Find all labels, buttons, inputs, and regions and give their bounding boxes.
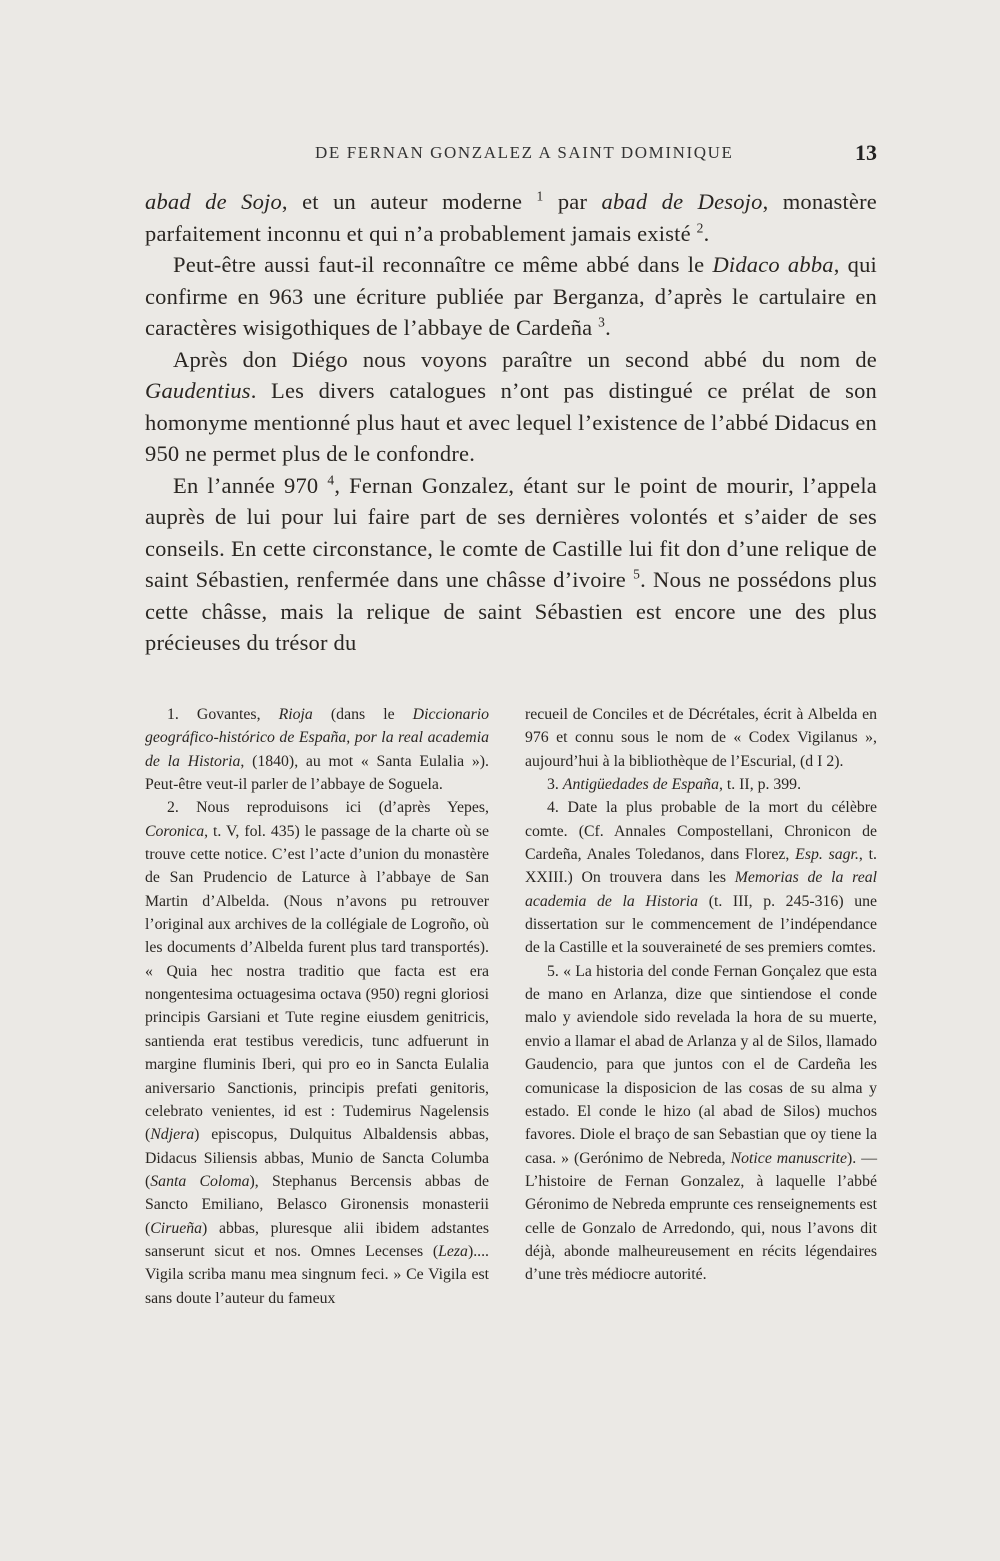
footnote-4: 4. Date la plus probable de la mort du célèbre comte. (Cf. Annales Compostellani, Chronicon de Cardeña, Anales Toledanos, dans Florez, Esp. sagr., t. XXIII.) On trouvera dans les Memorias de la real academia de la Historia (t. III, p. 245-316) une dissertation sur le commencement de l’indépendance de la Castille et la souveraineté de ses premiers comtes. bbox=[525, 799, 877, 957]
footnotes-right-column bbox=[525, 703, 877, 1287]
page-number: 13 bbox=[855, 140, 877, 165]
main-paragraph-3: Après don Diégo nous voyons paraître un second abbé du nom de Gaudentius. Les divers catalogues n’ont pas distingué ce prélat de son homonyme mentionné plus haut et avec lequel l’existence de l’abbé Didacus en 950 ne permet plus de le confondre. bbox=[145, 346, 877, 466]
footnote-5: 5. « La historia del conde Fernan Gonçalez que esta de mano en Arlanza, dize que sintiendose el conde malo y aviendole sido revelada la hora de su muerte, envio a llamar el abad de Arlanza y al de Silos, llamado Gaudencio, para que juntos con el de Cardeña les comunicase la disposicion de las cosas de su alma y estado. El conde le hizo (al abad de Silos) muchos favores. Diole el braço de san Sebastian que oy tiene la casa. » (Gerónimo de Nebreda, Notice manuscrite). — L’histoire de Fernan Gonzalez, à laquelle l’abbé Géronimo de Nebreda emprunte ces renseignements est celle de Gonzalo de Arredondo, qui, nous l’avons dit déjà, abonde malheureusement en récits légendaires d’une très médiocre autorité. bbox=[525, 962, 877, 1284]
main-paragraph-1: abad de Sojo, et un auteur moderne $^1$ par abad de Desojo, monastère parfaitement inconnu et qui n’a probablement jamais existé $^2$. bbox=[145, 188, 877, 246]
footnote-2: 2. Nous reproduisons ici (d’après Yepes, Coronica, t. V, fol. 435) le passage de la charte où se trouve cette notice. C’est l’acte d’union du monastère de San Prudencio de Laturce à l’abbaye de San Martin d’Albelda. (Nous n’avons pu retrouver l’original aux archives de la collégiale de Logroño, où les documents d’Albelda furent plus tard transportés). « Quia hec nostra traditio que facta est era nongentesima octuagesima octava (950) regni gloriosi principis Garsiani et Tute regine eiusdem genitricis, santienda erat testibus veredicis, tunc adfuerunt in margine fluminis Iberi, qui pro eo in Sancta Eulalia aniversario Sanctionis, principis prefati genitoris, celebrato venientes, id est : Tudemirus Nagelensis (Ndjera) episcopus, Dulquitus Albaldensis abbas, Didacus Siliensis abbas, Munio de Sancta Columba (Santa Coloma), Stephanus Bercensis abbas de Sancto Emiliano, Belasco Gironensis monasterii (Cirueña) abbas, pluresque alii ibidem adstantes sanserunt sicut et nos. Omnes Lecenses (Leza).... Vigila scriba manu mea singnum feci. » Ce Vigila est sans doute l’auteur du fameux bbox=[145, 799, 489, 1307]
footnotes-left-column bbox=[145, 703, 489, 1310]
main-paragraph-2: Peut-être aussi faut-il reconnaître ce même abbé dans le Didaco abba, qui confirme en 963 une écriture publiée par Berganza, d’après le cartulaire en caractères wisigothiques de l’abbaye de Cardeña $^3$. bbox=[145, 252, 877, 340]
footnote-2-continued: recueil de Conciles et de Décrétales, écrit à Albelda en 976 et connu sous le nom de « Codex Vigilanus », aujourd’hui à la bibliothèque de l’Escurial, (d I 2). bbox=[525, 706, 877, 770]
main-text bbox=[145, 186, 877, 659]
running-head bbox=[145, 140, 877, 169]
running-head-title: DE FERNAN GONZALEZ A SAINT DOMINIQUE bbox=[315, 143, 734, 162]
main-paragraph-4: En l’année 970 $^4$, Fernan Gonzalez, étant sur le point de mourir, l’appela auprès de lui pour lui faire part de ses dernières volontés et s’aider de ses conseils. En cette circonstance, le comte de Castille lui fit don d’une relique de saint Sébastien, renfermée dans une châsse d’ivoire $^5$. Nous ne possédons plus cette châsse, mais la relique de saint Sébastien est encore une des plus précieuses du trésor du bbox=[145, 472, 877, 655]
footnote-3: 3. Antigüedades de España, t. II, p. 399. bbox=[547, 776, 802, 794]
footnote-1: 1. Govantes, Rioja (dans le Diccionario geográfico-histórico de España, por la real academia de la Historia, (1840), au mot « Santa Eulalia »). Peut-être veut-il parler de l’abbaye de Soguela. bbox=[145, 706, 490, 794]
